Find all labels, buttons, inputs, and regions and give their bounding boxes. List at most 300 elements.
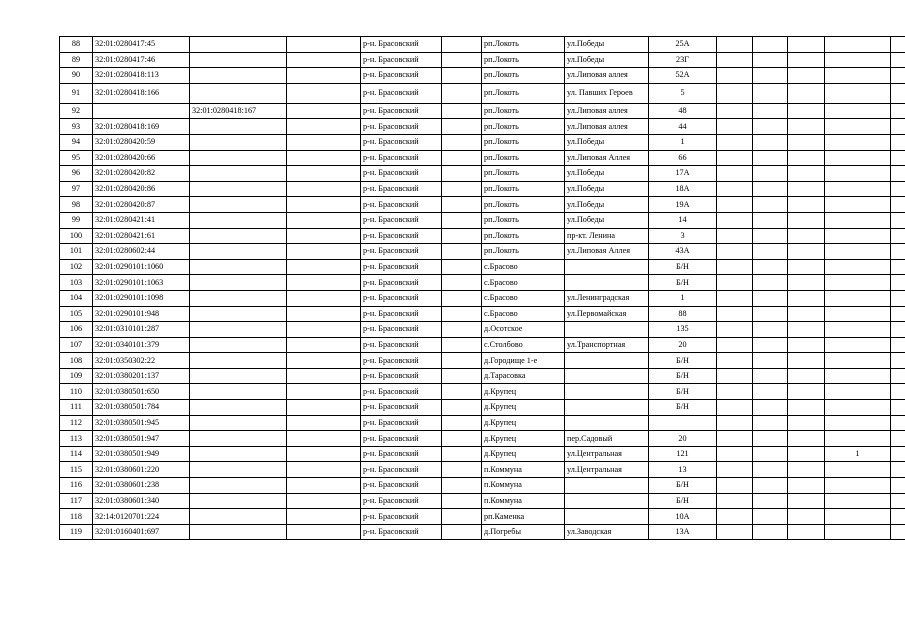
empty-cell (788, 322, 825, 338)
row-number-cell: 115 (60, 462, 93, 478)
house-number-cell: 1 (649, 134, 717, 150)
table-row (60, 415, 905, 431)
empty-cell (717, 259, 753, 275)
empty-cell (442, 244, 482, 260)
cadastral-number-alt-cell (190, 446, 287, 462)
row-number-cell: 92 (60, 103, 93, 119)
house-number-cell: 20 (649, 337, 717, 353)
empty-cell (717, 119, 753, 135)
empty-cell (788, 68, 825, 84)
empty-cell (442, 368, 482, 384)
empty-cell (753, 134, 788, 150)
empty-cell (891, 306, 905, 322)
table-row (60, 119, 905, 135)
extra-value-cell (825, 306, 891, 322)
table-row (60, 166, 905, 182)
cadastral-number-cell: 32:01:0340101:379 (93, 337, 190, 353)
house-number-cell: 3 (649, 228, 717, 244)
empty-cell (753, 415, 788, 431)
extra-value-cell (825, 415, 891, 431)
empty-cell (717, 353, 753, 369)
extra-value-cell (825, 181, 891, 197)
district-cell: р-н. Брасовский (361, 275, 442, 291)
cadastral-number-alt-cell (190, 400, 287, 416)
street-cell (565, 275, 649, 291)
empty-cell (442, 83, 482, 103)
street-cell (565, 322, 649, 338)
empty-cell (717, 478, 753, 494)
empty-cell (717, 103, 753, 119)
locality-cell: рп.Локоть (482, 119, 565, 135)
empty-cell (753, 103, 788, 119)
empty-cell (753, 244, 788, 260)
empty-cell (442, 478, 482, 494)
district-cell: р-н. Брасовский (361, 337, 442, 353)
row-number-cell: 104 (60, 290, 93, 306)
empty-cell (442, 259, 482, 275)
extra-value-cell (825, 368, 891, 384)
house-number-cell: 23Г (649, 52, 717, 68)
house-number-cell (649, 415, 717, 431)
locality-cell: рп.Локоть (482, 134, 565, 150)
cadastral-number-cell: 32:01:0280602:44 (93, 244, 190, 260)
cadastral-number-cell: 32:01:0380501:949 (93, 446, 190, 462)
empty-cell (717, 446, 753, 462)
street-cell: ул.Липовая аллея (565, 103, 649, 119)
table-row (60, 150, 905, 166)
house-number-cell: 135 (649, 322, 717, 338)
street-cell (565, 368, 649, 384)
extra-value-cell (825, 83, 891, 103)
empty-cell (753, 400, 788, 416)
locality-cell: д.Крупец (482, 400, 565, 416)
district-cell: р-н. Брасовский (361, 478, 442, 494)
cadastral-number-alt-cell (190, 134, 287, 150)
house-number-cell: Б/Н (649, 353, 717, 369)
table-row (60, 493, 905, 509)
empty-cell (287, 150, 361, 166)
district-cell: р-н. Брасовский (361, 212, 442, 228)
empty-cell (788, 400, 825, 416)
empty-cell (717, 244, 753, 260)
row-number-cell: 106 (60, 322, 93, 338)
extra-value-cell (825, 197, 891, 213)
cadastral-number-cell: 32:01:0310101:287 (93, 322, 190, 338)
cadastral-number-cell: 32:01:0380201:137 (93, 368, 190, 384)
empty-cell (891, 524, 905, 540)
empty-cell (891, 353, 905, 369)
table-row (60, 337, 905, 353)
house-number-cell: Б/Н (649, 400, 717, 416)
empty-cell (287, 290, 361, 306)
empty-cell (753, 524, 788, 540)
cadastral-number-alt-cell (190, 244, 287, 260)
district-cell: р-н. Брасовский (361, 150, 442, 166)
empty-cell (788, 259, 825, 275)
empty-cell (717, 493, 753, 509)
empty-cell (753, 368, 788, 384)
street-cell (565, 384, 649, 400)
street-cell: ул.Центральная (565, 462, 649, 478)
cadastral-number-cell: 32:01:0160401:697 (93, 524, 190, 540)
empty-cell (442, 415, 482, 431)
empty-cell (717, 228, 753, 244)
street-cell: ул.Победы (565, 52, 649, 68)
row-number-cell: 96 (60, 166, 93, 182)
street-cell (565, 415, 649, 431)
house-number-cell: 14 (649, 212, 717, 228)
district-cell: р-н. Брасовский (361, 197, 442, 213)
extra-value-cell (825, 400, 891, 416)
empty-cell (442, 37, 482, 53)
empty-cell (753, 166, 788, 182)
row-number-cell: 95 (60, 150, 93, 166)
empty-cell (753, 181, 788, 197)
empty-cell (753, 462, 788, 478)
street-cell (565, 478, 649, 494)
house-number-cell: Б/Н (649, 275, 717, 291)
empty-cell (717, 384, 753, 400)
empty-cell (442, 212, 482, 228)
cadastral-number-alt-cell (190, 166, 287, 182)
empty-cell (442, 462, 482, 478)
empty-cell (287, 103, 361, 119)
cadastral-number-alt-cell (190, 431, 287, 447)
empty-cell (287, 462, 361, 478)
house-number-cell: Б/Н (649, 259, 717, 275)
street-cell: пр-кт. Ленина (565, 228, 649, 244)
table-row (60, 83, 905, 103)
street-cell (565, 259, 649, 275)
empty-cell (287, 119, 361, 135)
locality-cell: д.Погребы (482, 524, 565, 540)
cadastral-number-alt-cell (190, 68, 287, 84)
row-number-cell: 102 (60, 259, 93, 275)
district-cell: р-н. Брасовский (361, 290, 442, 306)
district-cell: р-н. Брасовский (361, 37, 442, 53)
empty-cell (891, 322, 905, 338)
cadastral-number-alt-cell (190, 462, 287, 478)
street-cell: ул.Первомайская (565, 306, 649, 322)
empty-cell (287, 83, 361, 103)
row-number-cell: 107 (60, 337, 93, 353)
cadastral-number-alt-cell (190, 197, 287, 213)
table-row (60, 509, 905, 525)
empty-cell (788, 306, 825, 322)
locality-cell: рп.Локоть (482, 212, 565, 228)
empty-cell (891, 415, 905, 431)
empty-cell (753, 259, 788, 275)
locality-cell: рп.Локоть (482, 181, 565, 197)
row-number-cell: 118 (60, 509, 93, 525)
district-cell: р-н. Брасовский (361, 431, 442, 447)
street-cell: ул.Победы (565, 181, 649, 197)
cadastral-number-alt-cell (190, 259, 287, 275)
empty-cell (717, 197, 753, 213)
locality-cell: с.Брасово (482, 306, 565, 322)
table-row (60, 431, 905, 447)
extra-value-cell (825, 259, 891, 275)
street-cell: ул. Павших Героев (565, 83, 649, 103)
cadastral-number-alt-cell (190, 119, 287, 135)
empty-cell (717, 524, 753, 540)
empty-cell (753, 290, 788, 306)
empty-cell (891, 446, 905, 462)
empty-cell (788, 415, 825, 431)
table-row (60, 368, 905, 384)
empty-cell (717, 431, 753, 447)
empty-cell (788, 431, 825, 447)
empty-cell (442, 493, 482, 509)
empty-cell (717, 322, 753, 338)
empty-cell (753, 68, 788, 84)
cadastral-number-alt-cell (190, 306, 287, 322)
locality-cell: п.Коммуна (482, 493, 565, 509)
locality-cell: с.Брасово (482, 290, 565, 306)
locality-cell: рп.Локоть (482, 83, 565, 103)
empty-cell (891, 368, 905, 384)
locality-cell: рп.Локоть (482, 52, 565, 68)
locality-cell: рп.Локоть (482, 37, 565, 53)
empty-cell (442, 68, 482, 84)
street-cell: ул.Липовая аллея (565, 68, 649, 84)
empty-cell (753, 119, 788, 135)
cadastral-number-alt-cell (190, 478, 287, 494)
table-row (60, 400, 905, 416)
row-number-cell: 89 (60, 52, 93, 68)
empty-cell (788, 478, 825, 494)
street-cell: ул.Липовая Аллея (565, 150, 649, 166)
table-row (60, 103, 905, 119)
empty-cell (287, 306, 361, 322)
empty-cell (788, 83, 825, 103)
empty-cell (287, 52, 361, 68)
empty-cell (442, 400, 482, 416)
table-row (60, 384, 905, 400)
row-number-cell: 110 (60, 384, 93, 400)
row-number-cell: 97 (60, 181, 93, 197)
empty-cell (287, 166, 361, 182)
empty-cell (788, 368, 825, 384)
extra-value-cell (825, 244, 891, 260)
empty-cell (788, 52, 825, 68)
empty-cell (287, 509, 361, 525)
street-cell (565, 509, 649, 525)
empty-cell (891, 150, 905, 166)
house-number-cell: Б/Н (649, 368, 717, 384)
cadastral-number-cell: 32:01:0280420:66 (93, 150, 190, 166)
empty-cell (717, 368, 753, 384)
row-number-cell: 108 (60, 353, 93, 369)
empty-cell (717, 212, 753, 228)
extra-value-cell (825, 68, 891, 84)
empty-cell (287, 368, 361, 384)
cadastral-number-cell: 32:01:0280417:45 (93, 37, 190, 53)
table-row (60, 52, 905, 68)
empty-cell (753, 478, 788, 494)
cadastral-number-cell: 32:01:0280420:87 (93, 197, 190, 213)
extra-value-cell (825, 509, 891, 525)
house-number-cell: 20 (649, 431, 717, 447)
locality-cell: рп.Локоть (482, 68, 565, 84)
empty-cell (891, 244, 905, 260)
extra-value-cell (825, 493, 891, 509)
district-cell: р-н. Брасовский (361, 306, 442, 322)
empty-cell (788, 244, 825, 260)
empty-cell (788, 119, 825, 135)
locality-cell: с.Брасово (482, 275, 565, 291)
empty-cell (287, 524, 361, 540)
extra-value-cell (825, 478, 891, 494)
cadastral-number-alt-cell (190, 212, 287, 228)
empty-cell (442, 509, 482, 525)
empty-cell (287, 446, 361, 462)
empty-cell (891, 52, 905, 68)
locality-cell: рп.Локоть (482, 150, 565, 166)
house-number-cell: 17А (649, 166, 717, 182)
row-number-cell: 101 (60, 244, 93, 260)
empty-cell (442, 431, 482, 447)
empty-cell (287, 353, 361, 369)
cadastral-number-alt-cell (190, 181, 287, 197)
empty-cell (287, 337, 361, 353)
cadastral-number-alt-cell (190, 509, 287, 525)
extra-value-cell: 1 (825, 446, 891, 462)
district-cell: р-н. Брасовский (361, 52, 442, 68)
empty-cell (788, 509, 825, 525)
extra-value-cell (825, 52, 891, 68)
extra-value-cell (825, 119, 891, 135)
row-number-cell: 114 (60, 446, 93, 462)
empty-cell (788, 103, 825, 119)
cadastral-number-alt-cell (190, 493, 287, 509)
empty-cell (788, 166, 825, 182)
empty-cell (788, 275, 825, 291)
empty-cell (717, 306, 753, 322)
extra-value-cell (825, 37, 891, 53)
locality-cell: с.Брасово (482, 259, 565, 275)
row-number-cell: 99 (60, 212, 93, 228)
empty-cell (891, 103, 905, 119)
empty-cell (891, 197, 905, 213)
empty-cell (788, 493, 825, 509)
house-number-cell: 43А (649, 244, 717, 260)
empty-cell (717, 150, 753, 166)
locality-cell: д.Крупец (482, 431, 565, 447)
empty-cell (717, 83, 753, 103)
table-row (60, 275, 905, 291)
empty-cell (717, 37, 753, 53)
empty-cell (717, 400, 753, 416)
locality-cell: рп.Локоть (482, 103, 565, 119)
empty-cell (287, 134, 361, 150)
cadastral-number-cell: 32:01:0280421:41 (93, 212, 190, 228)
street-cell (565, 493, 649, 509)
house-number-cell: 121 (649, 446, 717, 462)
row-number-cell: 93 (60, 119, 93, 135)
district-cell: р-н. Брасовский (361, 166, 442, 182)
empty-cell (891, 37, 905, 53)
empty-cell (753, 197, 788, 213)
district-cell: р-н. Брасовский (361, 244, 442, 260)
empty-cell (753, 509, 788, 525)
cadastral-number-cell: 32:01:0280420:82 (93, 166, 190, 182)
empty-cell (788, 462, 825, 478)
empty-cell (287, 384, 361, 400)
row-number-cell: 103 (60, 275, 93, 291)
house-number-cell: 10А (649, 509, 717, 525)
locality-cell: рп.Локоть (482, 166, 565, 182)
district-cell: р-н. Брасовский (361, 400, 442, 416)
locality-cell: д.Осотское (482, 322, 565, 338)
house-number-cell: 18А (649, 181, 717, 197)
empty-cell (891, 275, 905, 291)
empty-cell (442, 150, 482, 166)
empty-cell (442, 384, 482, 400)
empty-cell (753, 493, 788, 509)
district-cell: р-н. Брасовский (361, 368, 442, 384)
empty-cell (442, 524, 482, 540)
table-row (60, 212, 905, 228)
locality-cell: рп.Каменка (482, 509, 565, 525)
empty-cell (717, 462, 753, 478)
house-number-cell: 5 (649, 83, 717, 103)
empty-cell (891, 400, 905, 416)
table-body (60, 37, 905, 540)
cadastral-number-alt-cell (190, 83, 287, 103)
empty-cell (442, 290, 482, 306)
empty-cell (442, 134, 482, 150)
house-number-cell: 48 (649, 103, 717, 119)
row-number-cell: 94 (60, 134, 93, 150)
extra-value-cell (825, 431, 891, 447)
empty-cell (753, 384, 788, 400)
district-cell: р-н. Брасовский (361, 493, 442, 509)
district-cell: р-н. Брасовский (361, 462, 442, 478)
locality-cell: рп.Локоть (482, 197, 565, 213)
house-number-cell: Б/Н (649, 384, 717, 400)
cadastral-number-cell: 32:01:0290101:948 (93, 306, 190, 322)
cadastral-number-alt-cell (190, 37, 287, 53)
cadastral-number-cell: 32:01:0280417:46 (93, 52, 190, 68)
row-number-cell: 105 (60, 306, 93, 322)
empty-cell (788, 353, 825, 369)
cadastral-number-alt-cell (190, 353, 287, 369)
district-cell: р-н. Брасовский (361, 134, 442, 150)
empty-cell (442, 119, 482, 135)
table-row (60, 37, 905, 53)
street-cell: ул.Победы (565, 134, 649, 150)
locality-cell: рп.Локоть (482, 228, 565, 244)
extra-value-cell (825, 322, 891, 338)
empty-cell (287, 415, 361, 431)
empty-cell (891, 509, 905, 525)
table-row (60, 306, 905, 322)
district-cell: р-н. Брасовский (361, 524, 442, 540)
empty-cell (753, 212, 788, 228)
cadastral-number-alt-cell (190, 368, 287, 384)
extra-value-cell (825, 228, 891, 244)
cadastral-number-cell: 32:01:0380601:340 (93, 493, 190, 509)
empty-cell (891, 462, 905, 478)
empty-cell (717, 509, 753, 525)
empty-cell (788, 228, 825, 244)
empty-cell (442, 337, 482, 353)
street-cell: пер.Садовый (565, 431, 649, 447)
empty-cell (891, 290, 905, 306)
cadastral-number-cell (93, 103, 190, 119)
empty-cell (717, 290, 753, 306)
